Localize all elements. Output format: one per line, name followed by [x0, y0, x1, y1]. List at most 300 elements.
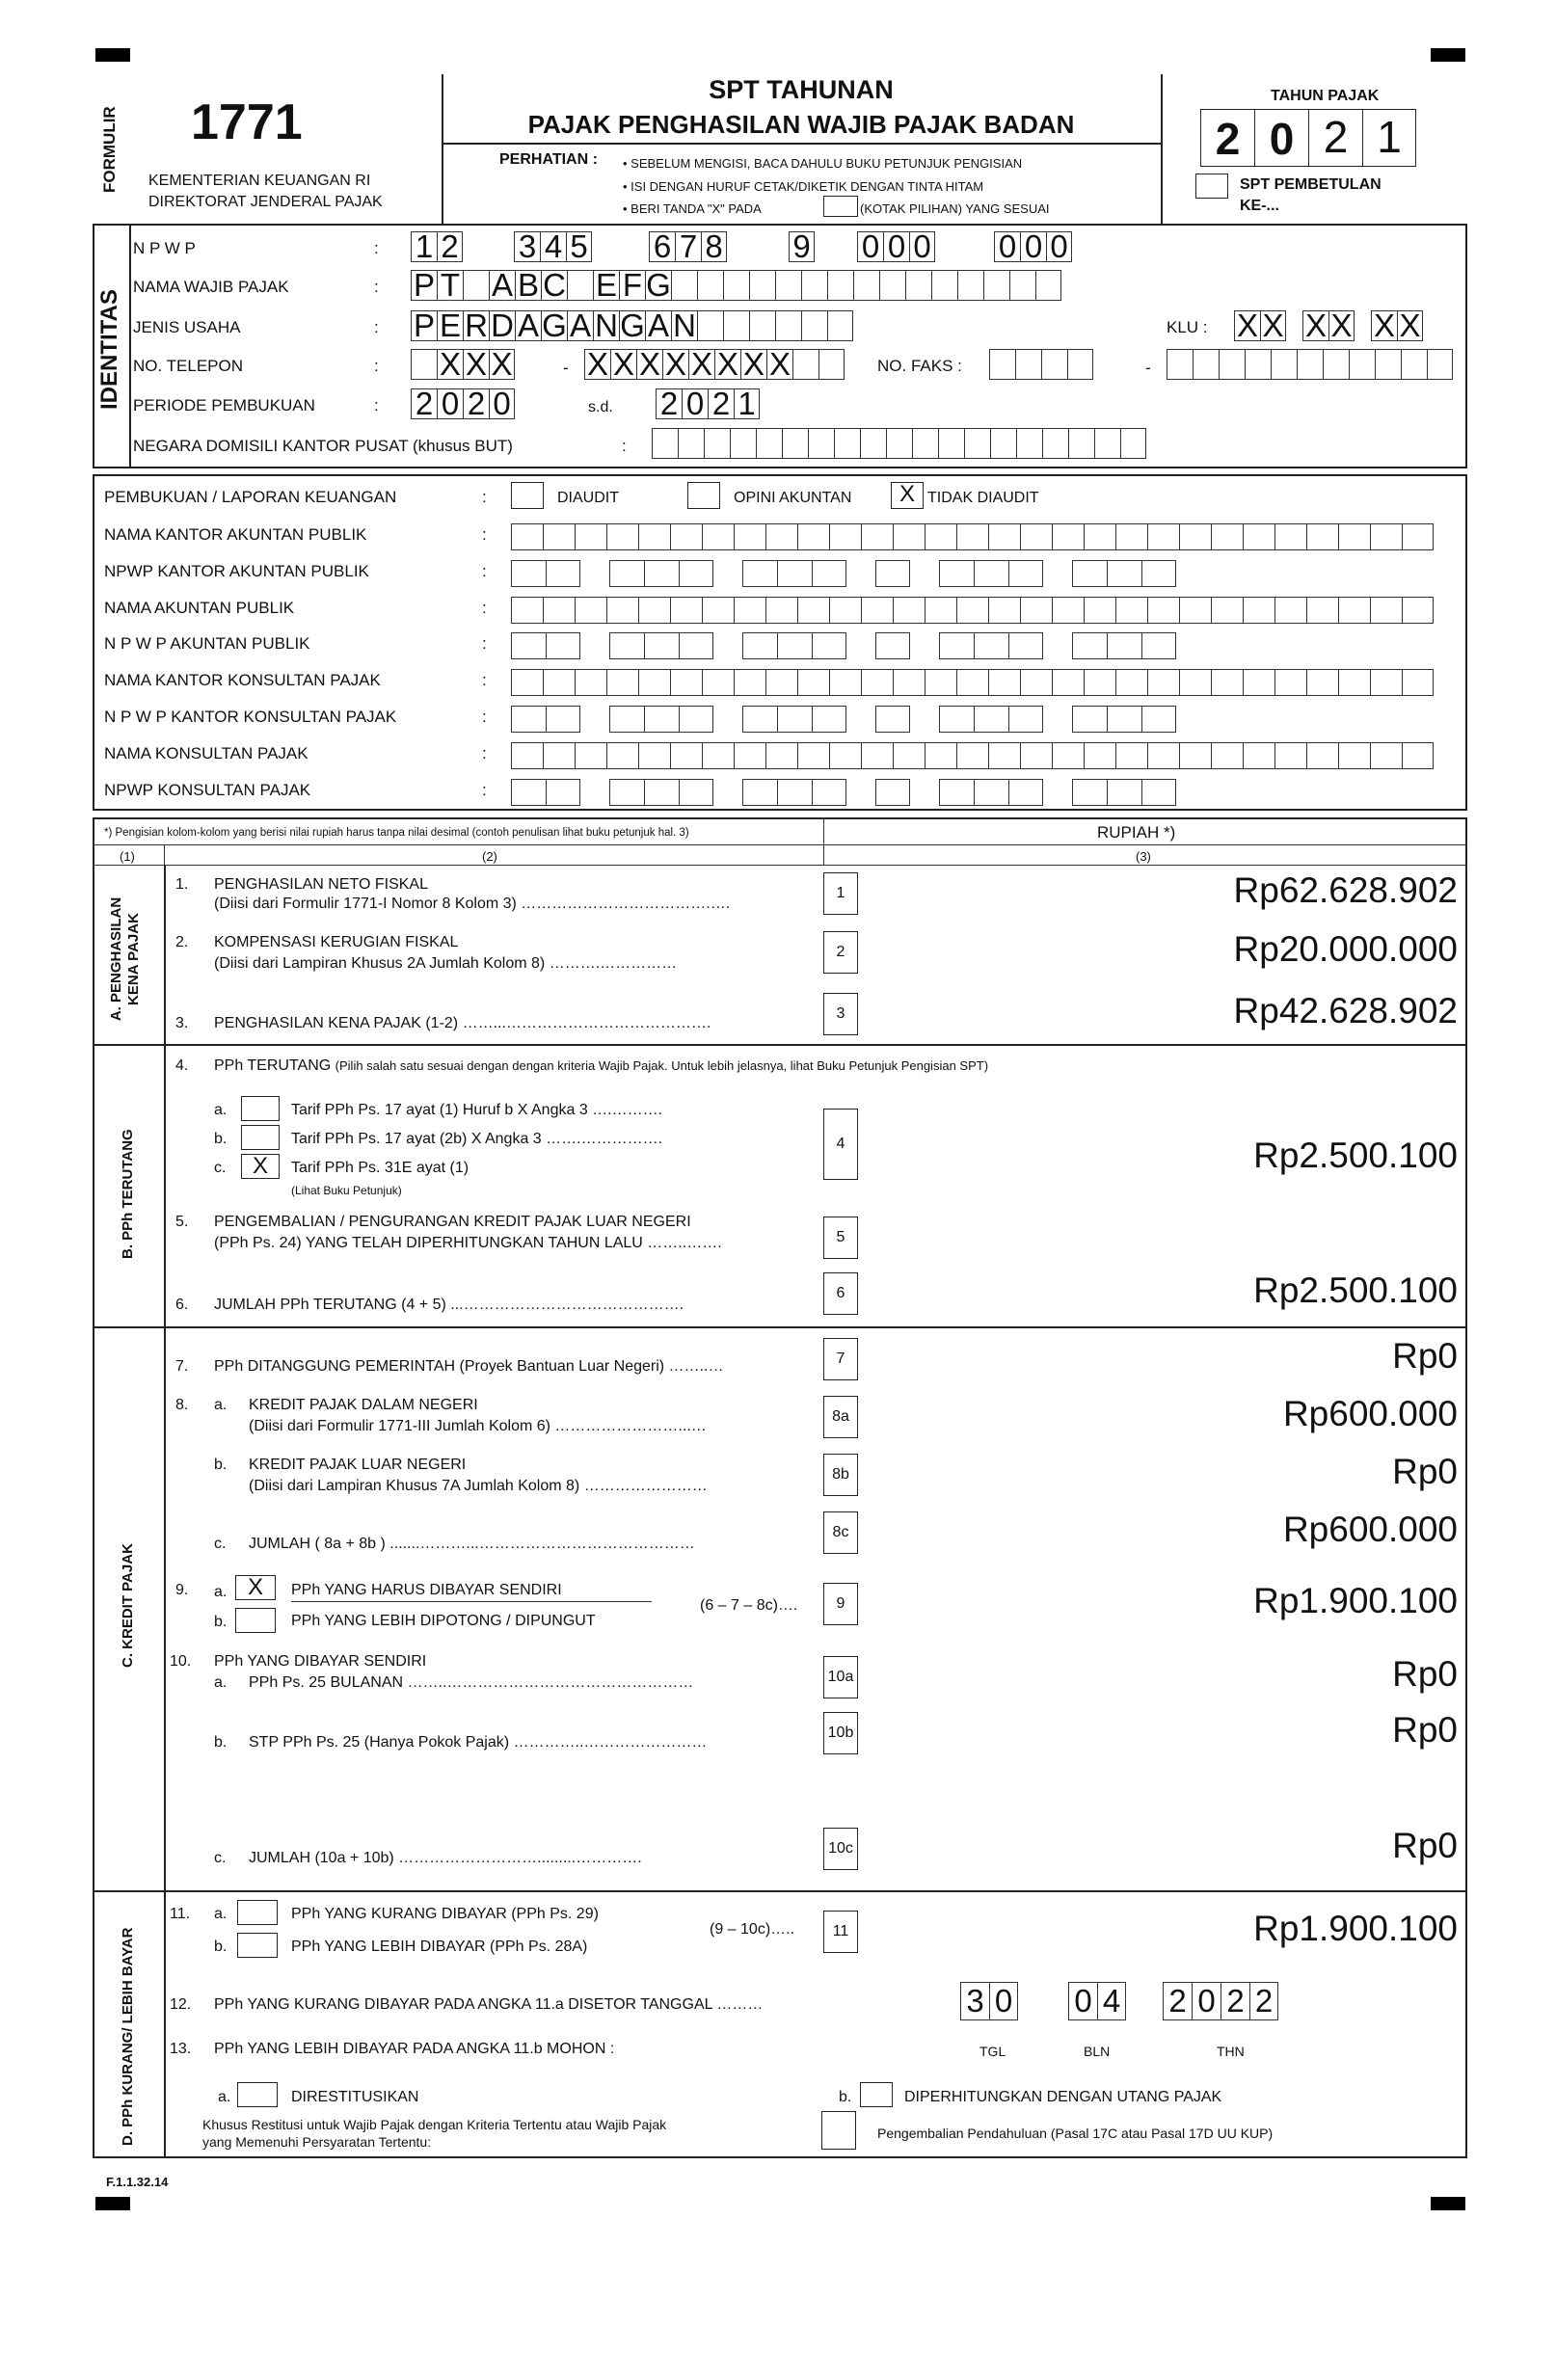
- col-2-header: (2): [482, 849, 497, 864]
- line-10c-title: JUMLAH (10a + 10b) ……………………….........………….: [249, 1850, 642, 1866]
- pph-lebih-dipotong-checkbox[interactable]: [235, 1608, 276, 1633]
- audit-npwp-digit: [777, 632, 812, 659]
- audit-name-char: [829, 523, 861, 550]
- audit-npwp-group[interactable]: [609, 632, 713, 659]
- audit-name-char: [543, 742, 575, 769]
- audit-name-char: [543, 523, 575, 550]
- audit-name-char: [829, 742, 861, 769]
- audit-name-char: [1370, 669, 1402, 696]
- audit-name-char: [956, 523, 988, 550]
- audit-npwp-digit: [644, 632, 679, 659]
- audit-npwp-digit: [812, 779, 846, 806]
- tidak-diaudit-checkbox[interactable]: X: [891, 482, 924, 509]
- pembetulan-ke: KE-...: [1240, 198, 1279, 214]
- audit-npwp-digit: [1141, 706, 1176, 733]
- faks-char: [1219, 349, 1245, 380]
- tarif-b-checkbox[interactable]: [241, 1125, 280, 1150]
- jenis-char: E: [437, 310, 463, 341]
- line-4-title: [214, 1056, 988, 1076]
- audit-npwp-digit: [1141, 560, 1176, 587]
- colon: :: [374, 357, 379, 375]
- audit-name-char: [511, 523, 543, 550]
- amount-field[interactable]: [860, 1704, 1460, 1754]
- npwp-digit: 4: [540, 231, 566, 262]
- periode-digit: 2: [656, 388, 682, 419]
- date-digit: 3: [960, 1982, 989, 2020]
- audit-npwp-group[interactable]: [511, 779, 580, 806]
- audit-npwp-group[interactable]: [875, 560, 910, 587]
- audit-name-char: [956, 742, 988, 769]
- faks-char: [1167, 349, 1193, 380]
- negara-char: [912, 428, 938, 459]
- line-7-number: 7.: [175, 1358, 189, 1375]
- amount-value: Rp2.500.100: [1253, 1270, 1458, 1310]
- npwp-digit: 6: [649, 231, 675, 262]
- amount-value: Rp42.628.902: [1233, 991, 1458, 1030]
- line-9-formula: (6 – 7 – 8c)….: [700, 1597, 798, 1614]
- tahun-pajak-label: TAHUN PAJAK: [1271, 88, 1380, 104]
- telepon-char: X: [489, 349, 515, 380]
- amount-field[interactable]: [860, 1820, 1460, 1870]
- audit-row-label: N P W P AKUNTAN PUBLIK: [104, 634, 310, 653]
- tahun-digit: 1: [1362, 109, 1416, 167]
- faks-number-field[interactable]: [1167, 349, 1453, 380]
- form-title-2: PAJAK PENGHASILAN WAJIB PAJAK BADAN: [527, 110, 1075, 139]
- kurang-dibayar-checkbox[interactable]: [237, 1900, 278, 1925]
- npwp-group-4[interactable]: [789, 231, 815, 262]
- audit-name-char: [797, 523, 829, 550]
- faks-char: [1375, 349, 1401, 380]
- line-9b-letter: b.: [214, 1614, 228, 1630]
- jenis-char: [801, 310, 827, 341]
- audit-name-char: [765, 523, 797, 550]
- amount-field[interactable]: [860, 1330, 1460, 1380]
- audit-npwp-digit: [546, 560, 580, 587]
- amount-field[interactable]: [860, 1446, 1460, 1496]
- audit-npwp-group[interactable]: [875, 779, 910, 806]
- nama-char: [723, 270, 749, 301]
- line-4b-letter: b.: [214, 1131, 228, 1147]
- audit-name-char: [829, 669, 861, 696]
- line-9a-title: PPh YANG HARUS DIBAYAR SENDIRI: [291, 1582, 562, 1598]
- audit-npwp-group[interactable]: [511, 632, 580, 659]
- amount-value: Rp1.900.100: [1253, 1581, 1458, 1620]
- audit-npwp-group[interactable]: [1072, 779, 1176, 806]
- audit-npwp-digit: [812, 706, 846, 733]
- setor-tgl-field[interactable]: [960, 1982, 1018, 2020]
- setor-thn-field[interactable]: [1163, 1982, 1278, 2020]
- faks-label: NO. FAKS :: [877, 357, 962, 375]
- telepon-char: X: [662, 349, 688, 380]
- line-10c-letter: c.: [214, 1850, 227, 1866]
- nama-char: [671, 270, 697, 301]
- audit-npwp-group[interactable]: [875, 706, 910, 733]
- npwp-digit: 0: [1046, 231, 1072, 262]
- audit-name-char: [575, 669, 606, 696]
- amount-field[interactable]: [860, 1648, 1460, 1698]
- faks-char: [1323, 349, 1349, 380]
- pengembalian-label: Pengembalian Pendahuluan (Pasal 17C atau Pasal 17D UU KUP): [877, 2126, 1274, 2141]
- line-5-title: PENGEMBALIAN / PENGURANGAN KREDIT PAJAK LUAR NEGERI: [214, 1214, 691, 1230]
- audit-npwp-digit: [812, 632, 846, 659]
- audit-name-char: [1338, 742, 1370, 769]
- audit-name-char: [797, 597, 829, 624]
- npwp-digit: 1: [411, 231, 437, 262]
- audit-npwp-digit: [511, 632, 546, 659]
- tarif-a-checkbox[interactable]: [241, 1096, 280, 1121]
- audit-name-char: [1115, 742, 1147, 769]
- audit-npwp-digit: [875, 560, 910, 587]
- jenis-char: G: [542, 310, 567, 341]
- direstitusikan-checkbox[interactable]: [237, 2082, 278, 2107]
- amount-field[interactable]: [860, 1209, 1460, 1259]
- audit-name-char: [1147, 669, 1179, 696]
- nama-char: [879, 270, 905, 301]
- audit-name-char: [861, 597, 893, 624]
- nama-char: [905, 270, 931, 301]
- diperhitungkan-checkbox[interactable]: [860, 2082, 893, 2107]
- audit-name-char: [1211, 669, 1243, 696]
- negara-char: [704, 428, 730, 459]
- audit-name-field[interactable]: [511, 742, 1434, 769]
- klu-field[interactable]: [1302, 310, 1355, 341]
- audit-npwp-group[interactable]: [939, 706, 1043, 733]
- telepon-area-field[interactable]: [411, 349, 515, 380]
- audit-row-label: NPWP KANTOR AKUNTAN PUBLIK: [104, 562, 369, 580]
- amount-value: Rp0: [1392, 1826, 1458, 1865]
- lebih-dibayar-checkbox[interactable]: [237, 1933, 278, 1958]
- audit-npwp-digit: [742, 632, 777, 659]
- line-2-number: 2.: [175, 934, 189, 950]
- audit-npwp-group[interactable]: [742, 560, 846, 587]
- line-12-number: 12.: [170, 1996, 192, 2013]
- periode-sd-label: s.d.: [588, 399, 613, 415]
- audit-npwp-digit: [974, 560, 1008, 587]
- telepon-number-field[interactable]: [584, 349, 845, 380]
- instruction-3a: • BERI TANDA "X" PADA: [623, 201, 762, 216]
- klu-field[interactable]: [1371, 310, 1423, 341]
- tarif-a-label: Tarif PPh Ps. 17 ayat (1) Huruf b X Angka 3 ….……….: [291, 1102, 663, 1118]
- audit-npwp-group[interactable]: [511, 706, 580, 733]
- date-digit: 2: [1163, 1982, 1192, 2020]
- audit-npwp-group[interactable]: [742, 706, 846, 733]
- line-number-box: 6: [823, 1272, 858, 1315]
- audit-name-char: [1084, 597, 1115, 624]
- amount-value: Rp0: [1392, 1336, 1458, 1376]
- section-a-label: [108, 872, 143, 1027]
- audit-name-char: [1243, 523, 1274, 550]
- klu-char: X: [1260, 310, 1286, 341]
- jenis-usaha-field[interactable]: [411, 310, 853, 341]
- negara-char: [860, 428, 886, 459]
- line-13b-letter: b.: [839, 2089, 852, 2105]
- audit-name-char: [1370, 597, 1402, 624]
- audit-npwp-digit: [939, 779, 974, 806]
- pengembalian-checkbox[interactable]: [821, 2111, 856, 2150]
- jenis-char: D: [489, 310, 515, 341]
- faks-char: [989, 349, 1015, 380]
- line-1-number: 1.: [175, 876, 189, 893]
- npwp-group-6[interactable]: [994, 231, 1072, 262]
- line-8a-letter: a.: [214, 1397, 228, 1413]
- audit-npwp-digit: [679, 779, 713, 806]
- audit-npwp-group[interactable]: [939, 779, 1043, 806]
- pembetulan-checkbox[interactable]: [1195, 174, 1228, 199]
- amount-value: Rp0: [1392, 1452, 1458, 1491]
- jenis-char: P: [411, 310, 437, 341]
- periode-digit: 0: [489, 388, 515, 419]
- audit-name-char: [861, 669, 893, 696]
- audit-name-char: [702, 742, 734, 769]
- line-8-number: 8.: [175, 1397, 189, 1413]
- line-number-box: 10a: [823, 1656, 858, 1698]
- audit-name-char: [511, 597, 543, 624]
- audit-name-char: [893, 597, 925, 624]
- title-underline: [442, 143, 1161, 145]
- line-13a-letter: a.: [218, 2089, 231, 2105]
- audit-name-char: [670, 669, 702, 696]
- line-4-title-text: PPh TERUTANG: [214, 1057, 332, 1074]
- audit-name-char: [893, 742, 925, 769]
- audit-name-char: [638, 523, 670, 550]
- nama-char: E: [593, 270, 619, 301]
- pembetulan-label: SPT PEMBETULAN: [1240, 176, 1382, 193]
- audit-name-char: [829, 597, 861, 624]
- audit-name-char: [956, 597, 988, 624]
- telepon-char: X: [463, 349, 489, 380]
- colon: :: [482, 599, 487, 617]
- line-1-title: PENGHASILAN NETO FISKAL: [214, 876, 428, 893]
- telepon-char: [792, 349, 818, 380]
- form-number: 1771: [191, 94, 303, 150]
- nama-char: T: [437, 270, 463, 301]
- audit-name-char: [1084, 742, 1115, 769]
- negara-field[interactable]: [652, 428, 1146, 459]
- audit-npwp-digit: [974, 706, 1008, 733]
- audit-npwp-group[interactable]: [939, 632, 1043, 659]
- klu-field[interactable]: [1234, 310, 1286, 341]
- tidak-diaudit-label: TIDAK DIAUDIT: [927, 490, 1039, 506]
- audit-name-char: [1115, 523, 1147, 550]
- diaudit-checkbox[interactable]: [511, 482, 544, 509]
- audit-name-char: [1020, 742, 1052, 769]
- audit-name-char: [1020, 669, 1052, 696]
- instruction-2: • ISI DENGAN HURUF CETAK/DIKETIK DENGAN TINTA HITAM: [623, 179, 984, 194]
- periode-digit: 1: [734, 388, 760, 419]
- opini-akuntan-label: OPINI AKUNTAN: [734, 490, 852, 506]
- audit-row-label: NAMA KONSULTAN PAJAK: [104, 744, 309, 762]
- negara-char: [730, 428, 756, 459]
- audit-npwp-group[interactable]: [742, 632, 846, 659]
- line-12-title: PPh YANG KURANG DIBAYAR PADA ANGKA 11.a DISETOR TANGGAL ………: [214, 1996, 764, 2013]
- nama-char: F: [619, 270, 645, 301]
- faks-char: [1427, 349, 1453, 380]
- faks-area-field[interactable]: [989, 349, 1093, 380]
- line-2-desc: (Diisi dari Lampiran Khusus 2A Jumlah Kolom 8) ……….……………: [214, 955, 678, 972]
- audit-npwp-digit: [777, 779, 812, 806]
- line-10a-title: PPh Ps. 25 BULANAN ……..…………………………………………: [249, 1674, 694, 1691]
- audit-npwp-digit: [679, 632, 713, 659]
- npwp-group-3[interactable]: [649, 231, 727, 262]
- npwp-group-5[interactable]: [857, 231, 935, 262]
- telepon-char: [818, 349, 845, 380]
- amount-value: Rp600.000: [1282, 1394, 1458, 1433]
- audit-name-char: [1115, 669, 1147, 696]
- negara-char: [1016, 428, 1042, 459]
- audit-name-field[interactable]: [511, 669, 1434, 696]
- pph-harus-dibayar-checkbox[interactable]: X: [235, 1575, 276, 1600]
- audit-row-label: NAMA KANTOR AKUNTAN PUBLIK: [104, 525, 367, 544]
- line-5-desc: (PPh Ps. 24) YANG TELAH DIPERHITUNGKAN TAHUN LALU ……..…….: [214, 1235, 722, 1251]
- audit-npwp-group[interactable]: [875, 632, 910, 659]
- audit-name-char: [988, 669, 1020, 696]
- audit-npwp-group[interactable]: [742, 779, 846, 806]
- line-6-number: 6.: [175, 1297, 189, 1313]
- audit-name-char: [1211, 597, 1243, 624]
- audit-npwp-group[interactable]: [939, 560, 1043, 587]
- negara-char: [1094, 428, 1120, 459]
- ministry-line-1: KEMENTERIAN KEUANGAN RI: [148, 173, 371, 189]
- klu-char: X: [1397, 310, 1423, 341]
- header-rule: [93, 844, 1467, 845]
- amount-value: Rp1.900.100: [1253, 1909, 1458, 1948]
- negara-char: [1042, 428, 1068, 459]
- audit-npwp-group[interactable]: [609, 779, 713, 806]
- audit-name-char: [1020, 597, 1052, 624]
- audit-name-char: [1179, 597, 1211, 624]
- section-label-column-divider: [164, 865, 166, 2158]
- klu-char: X: [1328, 310, 1355, 341]
- periode-digit: 2: [708, 388, 734, 419]
- nama-char: [957, 270, 983, 301]
- audit-npwp-digit: [679, 560, 713, 587]
- tahun-digit: 0: [1254, 109, 1308, 167]
- tarif-c-checkbox[interactable]: X: [241, 1154, 280, 1179]
- nama-char: C: [541, 270, 567, 301]
- tarif-c-label: Tarif PPh Ps. 31E ayat (1): [291, 1160, 469, 1176]
- periode-start-field[interactable]: [411, 388, 515, 419]
- audit-name-char: [765, 669, 797, 696]
- npwp-digit: 8: [701, 231, 727, 262]
- line-5-number: 5.: [175, 1214, 189, 1230]
- registration-mark: [1431, 48, 1465, 62]
- line-2-title: KOMPENSASI KERUGIAN FISKAL: [214, 934, 459, 950]
- npwp-digit: 0: [909, 231, 935, 262]
- colon: :: [622, 437, 627, 455]
- audit-npwp-group[interactable]: [1072, 560, 1176, 587]
- audit-name-char: [861, 742, 893, 769]
- audit-name-char: [765, 597, 797, 624]
- periode-end-field[interactable]: [656, 388, 760, 419]
- ministry-line-2: DIREKTORAT JENDERAL PAJAK: [148, 194, 383, 210]
- nama-wp-field[interactable]: [411, 270, 1061, 301]
- audit-npwp-group[interactable]: [609, 560, 713, 587]
- tahun-pajak-field[interactable]: [1200, 109, 1416, 167]
- audit-name-char: [1338, 523, 1370, 550]
- negara-char: [1120, 428, 1146, 459]
- setor-bln-field[interactable]: [1068, 1982, 1126, 2020]
- opini-akuntan-checkbox[interactable]: [687, 482, 720, 509]
- col-1-header: (1): [120, 849, 135, 864]
- line-11a-letter: a.: [214, 1906, 228, 1922]
- line-13-title: PPh YANG LEBIH DIBAYAR PADA ANGKA 11.b MOHON :: [214, 2041, 615, 2057]
- khusus-restitusi-line-2: yang Memenuhi Persyaratan Tertentu:: [202, 2134, 432, 2150]
- audit-npwp-group[interactable]: [1072, 632, 1176, 659]
- jenis-char: R: [463, 310, 489, 341]
- footnote: *) Pengisian kolom-kolom yang berisi nilai rupiah harus tanpa nilai desimal (contoh penulisan lihat buku petunjuk hal. 3): [104, 827, 689, 839]
- audit-row-label: N P W P KANTOR KONSULTAN PAJAK: [104, 708, 397, 726]
- colon: :: [482, 708, 487, 726]
- audit-npwp-digit: [875, 632, 910, 659]
- audit-name-field[interactable]: [511, 597, 1434, 624]
- audit-name-char: [575, 523, 606, 550]
- line-8b-desc: (Diisi dari Lampiran Khusus 7A Jumlah Kolom 8) ……………………: [249, 1478, 708, 1494]
- line-3-title: PENGHASILAN KENA PAJAK (1-2) ……...………………………………….: [214, 1015, 711, 1031]
- nama-char: [697, 270, 723, 301]
- npwp-group-1[interactable]: [411, 231, 463, 262]
- line-4c-letter: c.: [214, 1160, 227, 1176]
- audit-npwp-digit: [1072, 706, 1107, 733]
- line-3-number: 3.: [175, 1015, 189, 1031]
- audit-name-char: [606, 523, 638, 550]
- line-11a-title: PPh YANG KURANG DIBAYAR (PPh Ps. 29): [291, 1906, 599, 1922]
- audit-npwp-digit: [1072, 560, 1107, 587]
- audit-name-char: [925, 523, 956, 550]
- identitas-side-divider: [129, 224, 131, 468]
- faks-char: [1015, 349, 1041, 380]
- line-8a-title: KREDIT PAJAK DALAM NEGERI: [249, 1397, 478, 1413]
- npwp-group-2[interactable]: [514, 231, 592, 262]
- amount-value: Rp0: [1392, 1710, 1458, 1750]
- line-13b-title: DIPERHITUNGKAN DENGAN UTANG PAJAK: [904, 2089, 1222, 2105]
- line-number-box: 8b: [823, 1454, 858, 1496]
- audit-npwp-group[interactable]: [1072, 706, 1176, 733]
- colon: :: [374, 318, 379, 336]
- nama-char: [1035, 270, 1061, 301]
- nama-char: [931, 270, 957, 301]
- audit-name-char: [511, 742, 543, 769]
- line-number-box: 4: [823, 1109, 858, 1180]
- audit-name-char: [1402, 742, 1434, 769]
- audit-name-field[interactable]: [511, 523, 1434, 550]
- audit-npwp-group[interactable]: [511, 560, 580, 587]
- col-3-header: (3): [1136, 849, 1151, 864]
- periode-label: PERIODE PEMBUKUAN: [133, 396, 315, 414]
- audit-name-char: [702, 669, 734, 696]
- npwp-digit: 2: [437, 231, 463, 262]
- audit-name-char: [1306, 742, 1338, 769]
- line-number-box: 11: [823, 1911, 858, 1953]
- audit-npwp-digit: [679, 706, 713, 733]
- instruction-3b: (KOTAK PILIHAN) YANG SESUAI: [860, 201, 1050, 216]
- npwp-digit: 5: [566, 231, 592, 262]
- audit-name-char: [702, 597, 734, 624]
- line-8b-title: KREDIT PAJAK LUAR NEGERI: [249, 1457, 467, 1473]
- audit-name-char: [1338, 597, 1370, 624]
- audit-npwp-group[interactable]: [609, 706, 713, 733]
- audit-name-char: [1306, 669, 1338, 696]
- line-1-desc: (Diisi dari Formulir 1771-I Nomor 8 Kolom 3) ……………………………….….: [214, 896, 731, 912]
- audit-name-char: [1179, 669, 1211, 696]
- audit-name-char: [734, 597, 765, 624]
- audit-name-char: [734, 669, 765, 696]
- telepon-char: X: [610, 349, 636, 380]
- audit-name-char: [734, 523, 765, 550]
- audit-name-char: [670, 597, 702, 624]
- audit-npwp-digit: [875, 779, 910, 806]
- negara-char: [782, 428, 808, 459]
- klu-char: X: [1371, 310, 1397, 341]
